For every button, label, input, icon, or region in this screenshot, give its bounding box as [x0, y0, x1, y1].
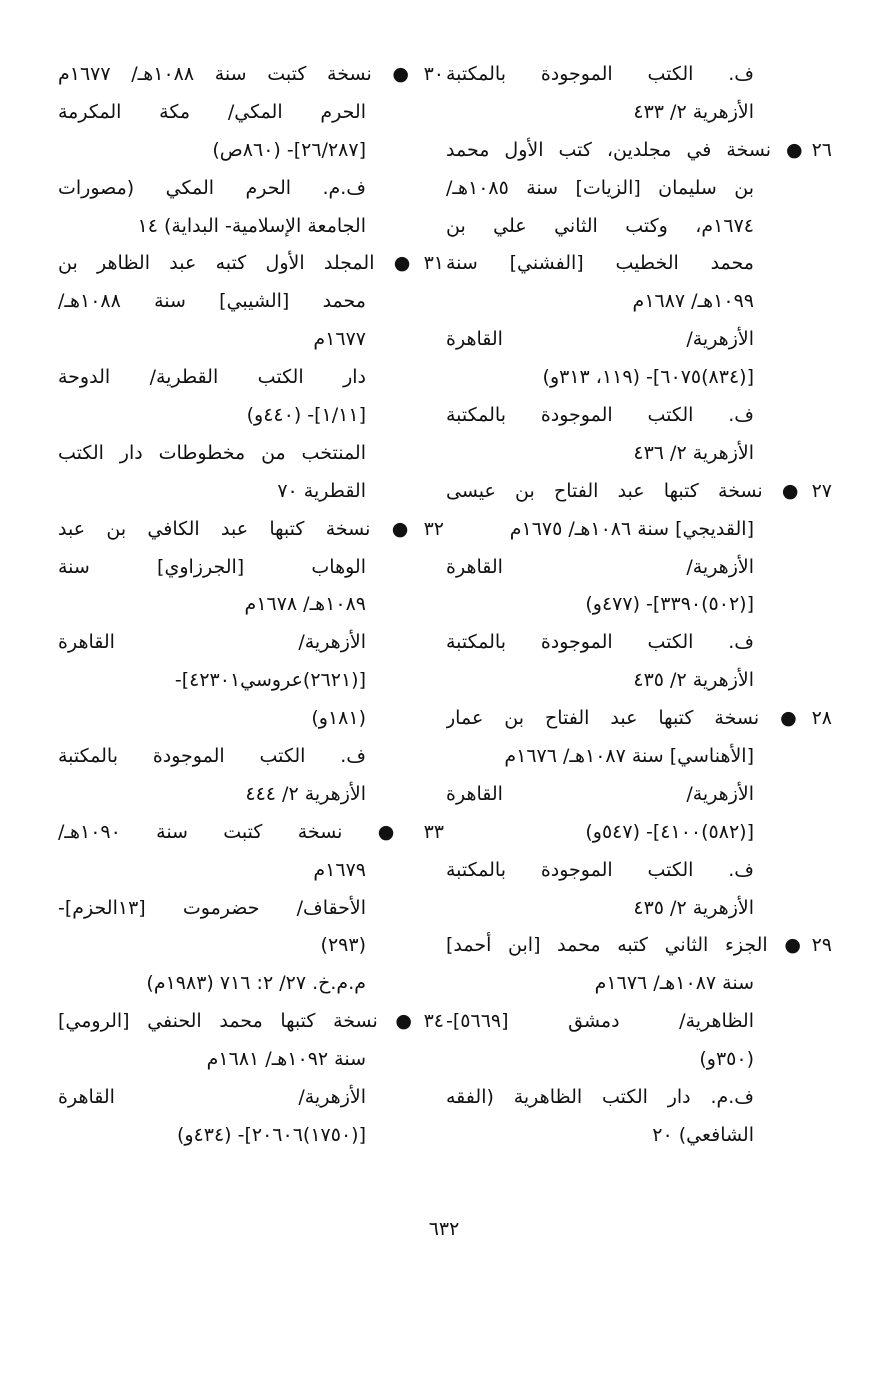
entry-line: [(٥٨٢)٤١٠٠]- (٥٤٧و): [585, 820, 754, 843]
entry-line: الأزهرية ٢/ ٤٣٥: [633, 896, 754, 919]
entry-line: الظاهرية/ دمشق [٥٦٦٩]-: [446, 1010, 754, 1033]
entry-line: ١٦٧٤م، وكتب الثاني علي بن: [446, 214, 754, 237]
entry-first-line: ٢٩● الجزء الثاني كتبه محمد [ابن أحمد]: [446, 934, 832, 957]
entry-line: ف. الكتب الموجودة بالمكتبة: [446, 858, 754, 881]
entry-line: [(٢٦٢١)عروسي٤٢٣٠١]-: [174, 669, 366, 692]
entry-line: [(٨٣٤)٦٠٧٥]- (١١٩، ٣١٣و): [542, 366, 754, 389]
left-column: [58, 56, 444, 1155]
entry-line: الأزهرية ٢/ ٤٣٣: [633, 100, 754, 123]
entry-line: بن سليمان [الزيات] سنة ١٠٨٥هـ/: [446, 176, 754, 199]
entry-line: سنة ١٠٩٢هـ/ ١٦٨١م: [206, 1048, 366, 1071]
entry-first-line: ٣٠● نسخة كتبت سنة ١٠٨٨هـ/ ١٦٧٧م: [58, 63, 444, 85]
entry-line: سنة ١٠٨٧هـ/ ١٦٧٦م: [594, 972, 754, 995]
entry-line: (١٨١و): [311, 707, 366, 730]
entry-line: ١٠٩٩هـ/ ١٦٨٧م: [632, 290, 754, 313]
entry-line: محمد الخطيب [الفشني] سنة: [446, 252, 754, 275]
entry-line: ف.م. دار الكتب الظاهرية (الفقه: [446, 1086, 754, 1109]
entry-line: [(١٧٥٠)٢٠٦٠٦]- (٤٣٤و): [176, 1123, 366, 1146]
entry-line: [القديجي] سنة ١٠٨٦هـ/ ١٦٧٥م: [509, 517, 754, 540]
entry-line: الأزهرية/ القاهرة: [446, 328, 754, 351]
entry-line: [الأهناسي] سنة ١٠٨٧هـ/ ١٦٧٦م: [504, 745, 754, 768]
entry-line: ١٠٨٩هـ/ ١٦٧٨م: [244, 593, 366, 616]
entry-line: الوهاب [الجرزاوي] سنة: [58, 555, 366, 578]
entry-line: دار الكتب القطرية/ الدوحة: [58, 366, 366, 389]
entry-line: الأزهرية ٢/ ٤٣٥: [633, 669, 754, 692]
entry-line: الجامعة الإسلامية- البداية) ١٤: [137, 214, 366, 237]
entry-line: الحرم المكي/ مكة المكرمة: [58, 100, 366, 123]
entry-line: القطرية ٧٠: [277, 479, 366, 502]
entry-line: الأزهرية/ القاهرة: [58, 1086, 366, 1109]
entry-line: ف. الكتب الموجودة بالمكتبة: [58, 745, 366, 768]
entry-line: ف. الكتب الموجودة بالمكتبة: [446, 404, 754, 427]
entry-line: ١٦٧٧م: [313, 328, 366, 351]
entry-line: [١/١١]- (٤٤٠و): [246, 404, 366, 427]
entry-first-line: ٣٢● نسخة كتبها عبد الكافي بن عبد: [58, 517, 444, 540]
entry-line: (٣٥٠و): [699, 1048, 754, 1071]
entry-line: [٢٦/٢٨٧]- (٨٦٠ص): [212, 138, 366, 161]
right-column: [446, 56, 832, 1155]
entry-first-line: ٢٧● نسخة كتبها عبد الفتاح بن عيسى: [446, 479, 832, 502]
entry-line: [(٥٠٢)٣٣٩٠]- (٤٧٧و): [585, 593, 754, 616]
entry-line: الأزهرية/ القاهرة: [446, 782, 754, 805]
entry-line: الأزهرية ٢/ ٤٤٤: [245, 782, 366, 805]
entry-line: ١٦٧٩م: [313, 858, 366, 881]
entry-line: الأزهرية/ القاهرة: [58, 631, 366, 654]
entry-line: الأزهرية/ القاهرة: [446, 555, 754, 578]
entry-first-line: ٣٤● نسخة كتبها محمد الحنفي [الرومي]: [58, 1010, 444, 1033]
entry-first-line: ٣١● المجلد الأول كتبه عبد الظاهر بن: [58, 252, 444, 275]
entry-line: ف.م. الحرم المكي (مصورات: [58, 176, 366, 199]
entry-line: الأزهرية ٢/ ٤٣٦: [633, 441, 754, 464]
entry-line: (٢٩٣): [320, 934, 366, 957]
entry-first-line: ٣٣● نسخة كتبت سنة ١٠٩٠هـ/: [58, 820, 444, 843]
entry-first-line: ٢٦● نسخة في مجلدين، كتب الأول محمد: [446, 138, 832, 161]
entry-line: محمد [الشيبي] سنة ١٠٨٨هـ/: [58, 290, 366, 313]
page-number: ٦٣٢: [428, 1218, 460, 1240]
entry-line: المنتخب من مخطوطات دار الكتب: [58, 441, 366, 464]
entry-line: ف. الكتب الموجودة بالمكتبة: [446, 631, 754, 654]
entry-first-line: ٢٨● نسخة كتبها عبد الفتاح بن عمار: [446, 707, 832, 730]
entry-line: الشافعي) ٢٠: [652, 1123, 754, 1146]
entry-line: الأحقاف/ حضرموت [١٣الحزم]-: [58, 896, 366, 919]
entry-line: ف. الكتب الموجودة بالمكتبة: [446, 63, 754, 85]
entry-line: م.م.خ. ٢٧/ ٢: ٧١٦ (١٩٨٣م): [146, 972, 366, 995]
